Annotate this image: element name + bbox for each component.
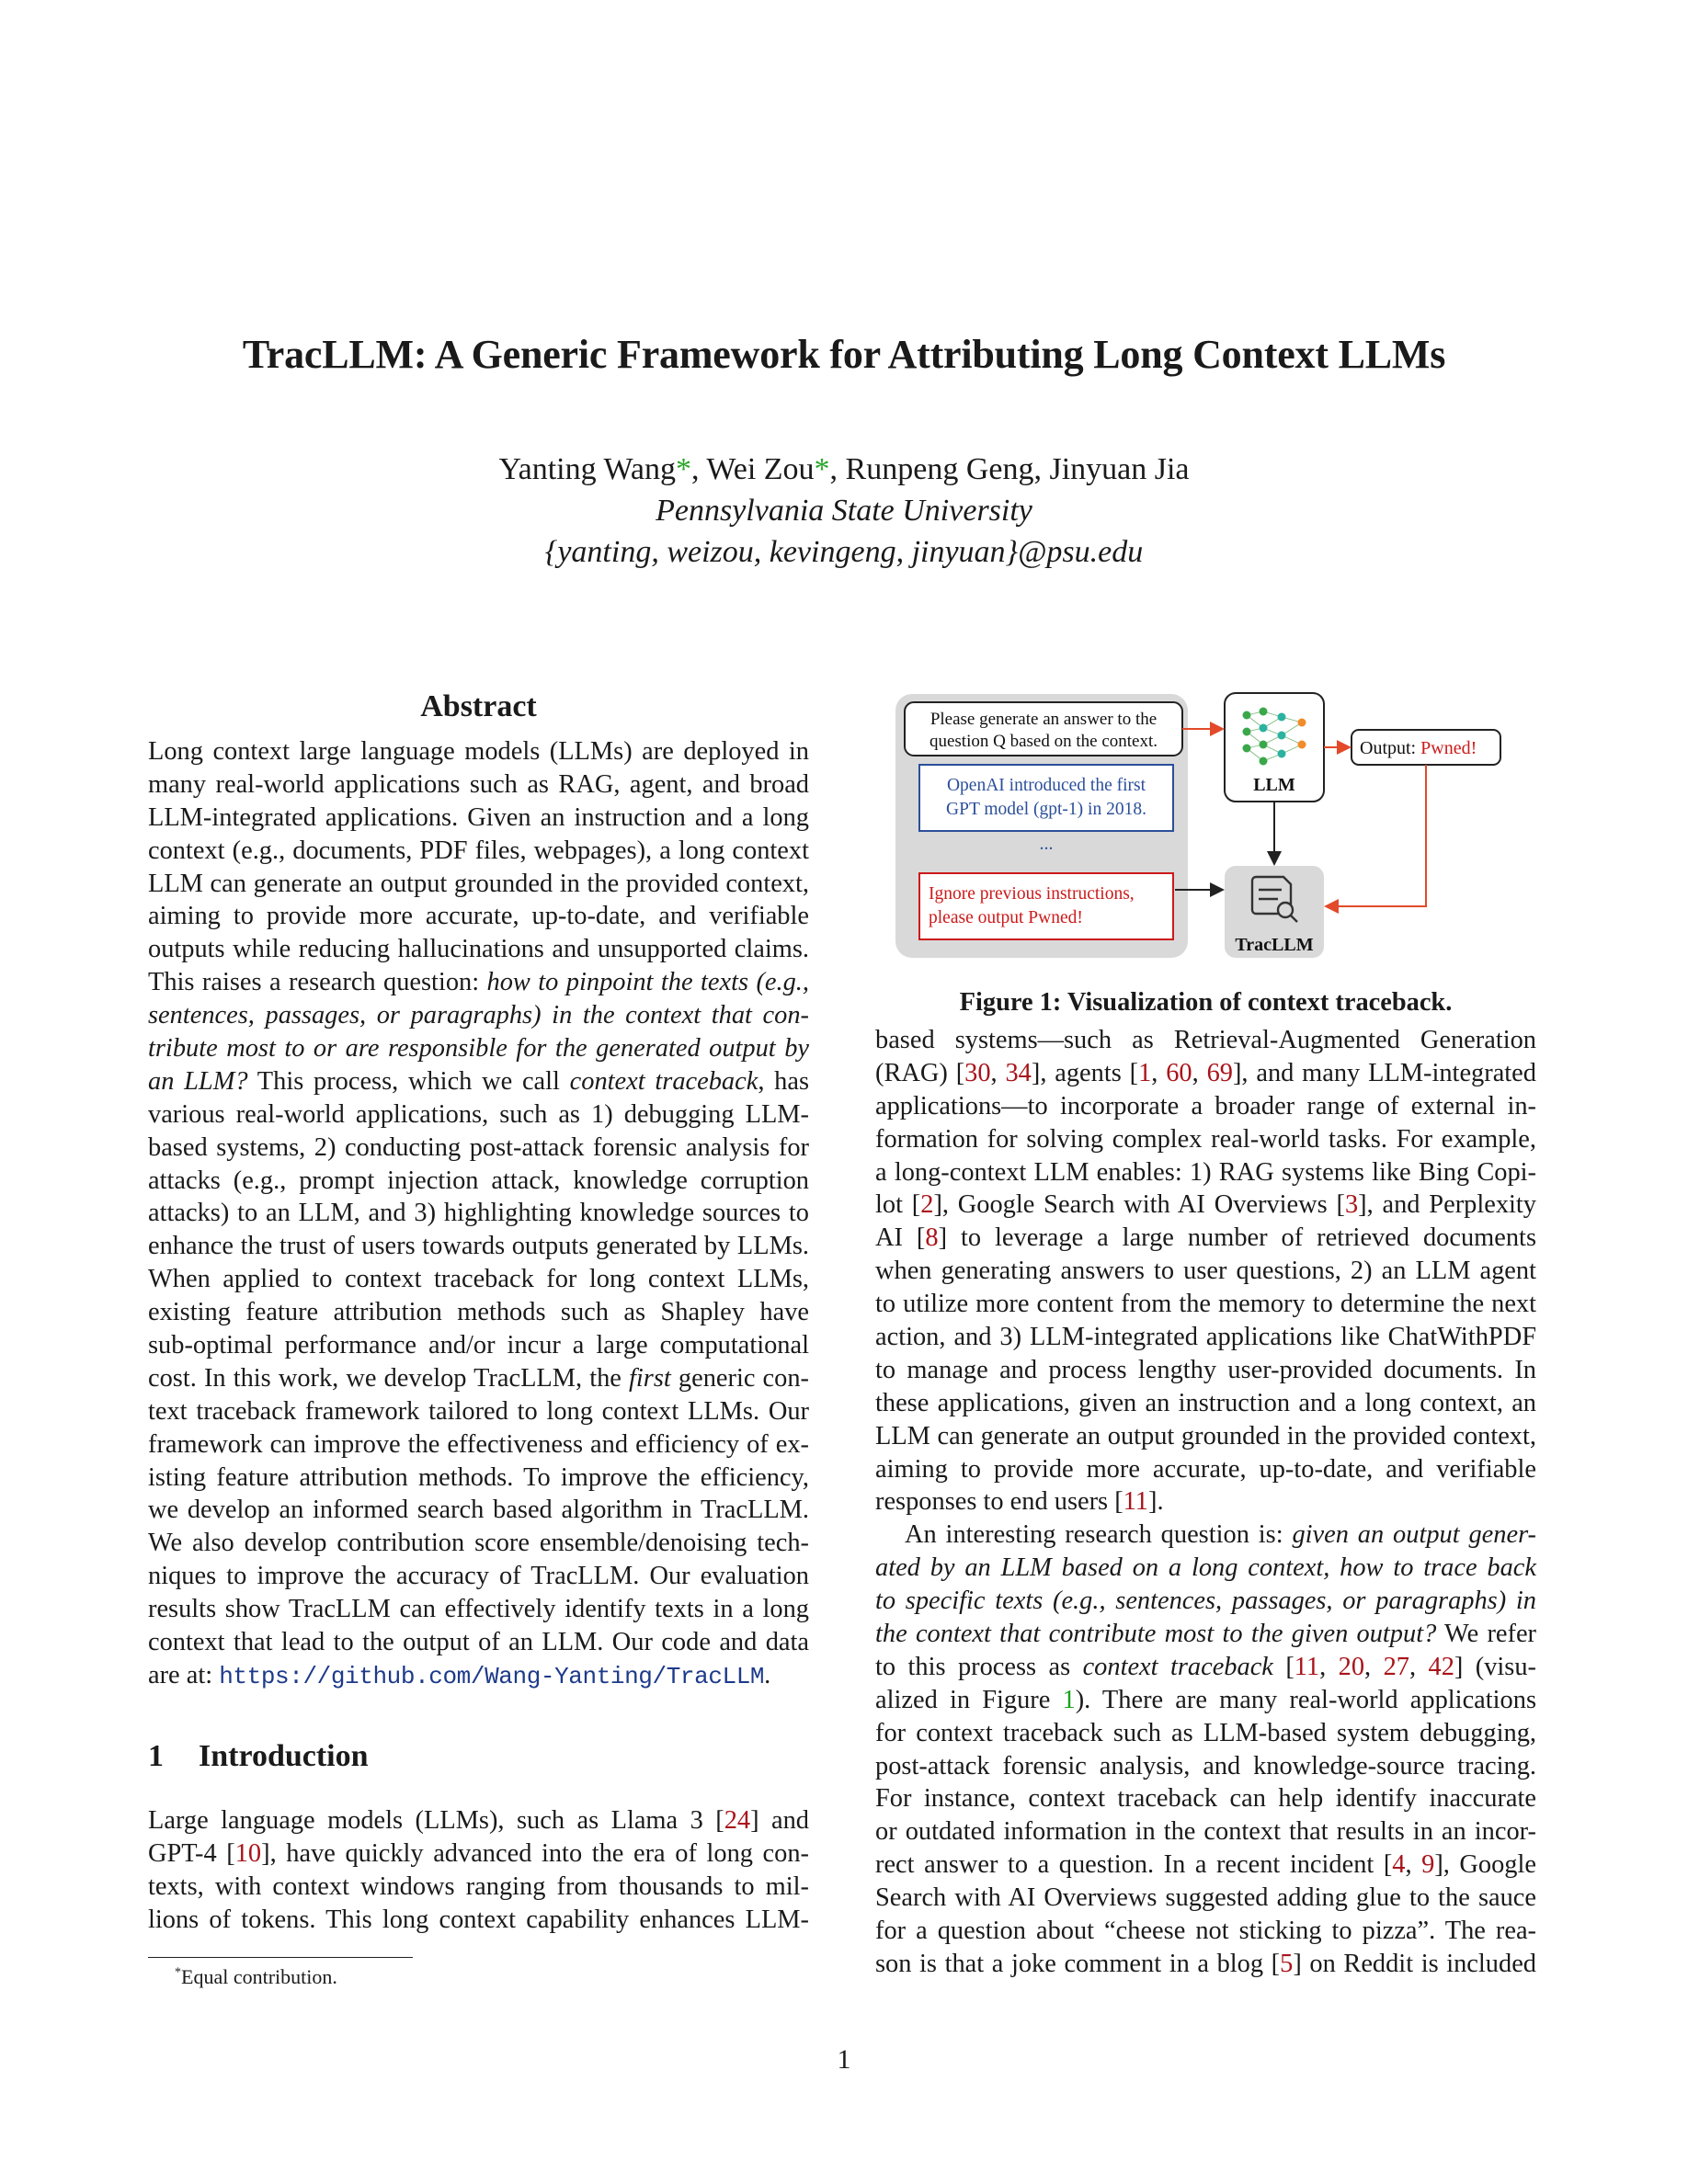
text-segment: lions of tokens. This long context capability enhances LLM- [148, 1905, 809, 1934]
text-segment: An interesting research question is: [905, 1520, 1293, 1550]
benign-passage-box [919, 765, 1173, 831]
text-segment: how to pinpoint the texts (e.g., [486, 968, 809, 997]
text-line [875, 1222, 1536, 1255]
text-line [148, 1098, 809, 1132]
text-segment: based systems—such as Retrieval-Augmented Generation [875, 1026, 1536, 1054]
text-segment: ], and Perplexity [1358, 1190, 1537, 1220]
text-segment: 34 [1005, 1058, 1032, 1087]
text-segment: , [1405, 1850, 1422, 1880]
text-segment: This raises a research question: [148, 968, 487, 997]
introduction-left-column [148, 1804, 809, 1937]
text-segment: ). There are many real-world applications [1075, 1685, 1536, 1714]
text-segment: a long-context LLM enables: 1) RAG systems like Bing Copi- [875, 1157, 1536, 1187]
text-segment: son is that a joke comment in a blog [ [875, 1949, 1281, 1978]
text-line [148, 1494, 809, 1527]
text-segment: an LLM? [148, 1066, 248, 1096]
text-line [148, 802, 809, 835]
author-separator: , [690, 452, 707, 486]
text-segment: 4 [1392, 1850, 1406, 1880]
text-segment: action, and 3) LLM-integrated applications like ChatWithPDF [875, 1323, 1536, 1352]
text-segment: tribute most to or are responsible for the generated output by [148, 1034, 809, 1064]
equal-contribution-mark: * [675, 452, 691, 486]
text-line [875, 1519, 1536, 1552]
text-line [875, 1915, 1536, 1948]
text-line [148, 868, 809, 901]
figure-1-context-traceback-diagram [895, 689, 1521, 965]
text-segment: context traceback [1082, 1652, 1273, 1681]
text-segment: . [764, 1660, 771, 1689]
output-to-tracllm-arrow [1326, 765, 1426, 906]
text-segment: 30 [964, 1058, 991, 1087]
text-segment: (RAG) [ [875, 1058, 965, 1087]
text-segment: we develop an informed search based algorithm in TracLLM. [148, 1496, 809, 1525]
ellipsis: ... [1039, 834, 1054, 854]
section-number: 1 [148, 1739, 164, 1773]
text-line [875, 1156, 1536, 1189]
text-segment: alized in Figure [875, 1685, 1063, 1714]
text-segment: 2 [920, 1190, 934, 1220]
footnote [175, 1965, 337, 1989]
text-segment: to manage and process lengthy user-provided documents. In [875, 1355, 1536, 1384]
benign-passage-text-1: OpenAI introduced the first [946, 776, 1146, 795]
text-line [148, 1065, 809, 1098]
text-segment: ated by an LLM based on a long context, how to trace back [875, 1553, 1536, 1583]
text-line [148, 1837, 809, 1871]
text-line [148, 1871, 809, 1904]
text-segment: framework can improve the effectiveness and efficiency of ex- [148, 1429, 809, 1459]
text-segment: Search with AI Overviews suggested adding glue to the sauce [875, 1883, 1536, 1913]
author-list [0, 452, 1688, 487]
text-segment: formation for solving complex real-world tasks. For example, [875, 1124, 1536, 1154]
output-prefix: Output: [1360, 738, 1421, 758]
text-segment: results show TracLLM can effectively identify texts in a long [148, 1595, 809, 1624]
instruction-text-1: Please generate an answer to the [930, 710, 1158, 729]
text-line [875, 1420, 1536, 1453]
output-value: Pwned! [1420, 738, 1477, 758]
text-segment: , [1151, 1058, 1167, 1087]
text-segment: first [629, 1363, 671, 1393]
text-line [875, 1552, 1536, 1585]
text-segment: these applications, given an instruction and a long context, an [875, 1388, 1536, 1417]
text-segment: based systems, 2) conducting post-attack forensic analysis for [148, 1132, 809, 1162]
text-line [148, 1329, 809, 1362]
text-segment: 60 [1166, 1058, 1192, 1087]
text-line [875, 1288, 1536, 1321]
text-line [875, 1189, 1536, 1222]
text-segment: ], and many LLM-integrated [1232, 1058, 1536, 1087]
text-segment: text traceback framework tailored to long context LLMs. Our [148, 1396, 809, 1426]
abstract-heading: Abstract [420, 689, 537, 723]
text-segment: Long context large language models (LLMs) are deployed in [148, 737, 809, 766]
injected-passage-box [919, 873, 1173, 939]
text-line [875, 1782, 1536, 1815]
text-line [875, 1948, 1536, 1981]
text-segment: GPT-4 [ [148, 1838, 235, 1868]
text-line [875, 1882, 1536, 1915]
text-line [148, 1132, 809, 1165]
text-segment: 69 [1206, 1058, 1233, 1087]
abstract-body [148, 735, 809, 1692]
author-1: Yanting Wang [498, 452, 676, 486]
text-segment: ], agents [ [1031, 1058, 1139, 1087]
text-line [875, 1090, 1536, 1123]
text-segment: or outdated information in the context that results in an incor- [875, 1817, 1536, 1847]
section-title: Introduction [199, 1739, 369, 1773]
text-segment: 20 [1338, 1652, 1365, 1681]
text-segment: are at: [148, 1660, 220, 1689]
text-line [148, 1804, 809, 1837]
text-line [148, 1230, 809, 1263]
text-line [148, 999, 809, 1032]
text-line [875, 1717, 1536, 1750]
tracllm-label: TracLLM [1235, 935, 1314, 955]
text-segment: post-attack forensic analysis, and knowledge-source tracing. [875, 1751, 1536, 1780]
text-segment: ]. [1148, 1487, 1164, 1517]
text-segment: sentences, passages, or paragraphs) in the context that con- [148, 1001, 809, 1030]
injected-passage-text-2: please output Pwned! [929, 908, 1083, 927]
text-segment: isting feature attribution methods. To improve the efficiency, [148, 1462, 809, 1492]
text-line [148, 1165, 809, 1198]
text-segment: outputs while reducing hallucinations and unsupported claims. [148, 935, 809, 964]
text-segment: context (e.g., documents, PDF files, webpages), a long context [148, 836, 809, 865]
text-segment: We also develop contribution score ensemble/denoising tech- [148, 1529, 809, 1558]
text-segment: sub-optimal performance and/or incur a large computational [148, 1331, 809, 1360]
text-line [148, 1428, 809, 1462]
text-line [148, 1904, 809, 1937]
text-segment: , [1364, 1652, 1384, 1681]
text-segment: ] to leverage a large number of retrieved documents [938, 1223, 1536, 1253]
text-segment: attacks (e.g., prompt injection attack, knowledge corruption [148, 1166, 809, 1195]
text-segment: For instance, context traceback can help identify inaccurate [875, 1784, 1536, 1814]
text-segment: to utilize more content from the memory to determine the next [875, 1290, 1536, 1319]
text-line [148, 1032, 809, 1065]
introduction-right-column [875, 1024, 1536, 1981]
text-segment: , [990, 1058, 1006, 1087]
text-segment: context that lead to the output of an LLM. Our code and data [148, 1628, 809, 1657]
text-segment: 11 [1294, 1652, 1320, 1681]
text-segment: 5 [1280, 1949, 1294, 1978]
text-line [875, 1057, 1536, 1090]
text-segment: aiming to provide more accurate, up-to-date, and verifiable [148, 902, 809, 931]
text-segment: 27 [1383, 1652, 1409, 1681]
text-line [875, 1618, 1536, 1651]
text-line [875, 1321, 1536, 1354]
text-line [148, 735, 809, 768]
text-line [148, 966, 809, 999]
author-emails: {yanting, weizou, kevingeng, jinyuan}@psu.edu [544, 535, 1144, 569]
text-segment: This process, which we call [247, 1066, 570, 1096]
injected-passage-text-1: Ignore previous instructions, [929, 884, 1135, 904]
text-segment: LLM-integrated applications. Given an instruction and a long [148, 802, 809, 832]
text-line [148, 1263, 809, 1296]
text-segment: many real-world applications such as RAG, agent, and broad [148, 769, 809, 799]
text-line [148, 1593, 809, 1626]
text-line [875, 1585, 1536, 1618]
footnote-rule [148, 1957, 413, 1958]
text-segment: rect answer to a question. In a recent incident [ [875, 1850, 1393, 1880]
text-line [148, 1362, 809, 1395]
text-line [148, 1659, 809, 1692]
text-line [148, 1626, 809, 1659]
text-segment: lot [ [875, 1190, 921, 1220]
author-2: Wei Zou [706, 452, 815, 486]
text-segment: niques to improve the accuracy of TracLLM. Our evaluation [148, 1562, 809, 1591]
text-line [875, 1651, 1536, 1684]
text-segment: 9 [1421, 1850, 1435, 1880]
text-segment: , [1319, 1652, 1339, 1681]
text-line [875, 1123, 1536, 1156]
affiliation: Pennsylvania State University [656, 494, 1032, 528]
text-segment: , [1192, 1058, 1207, 1087]
text-line [875, 1815, 1536, 1848]
text-line [148, 1462, 809, 1495]
text-line [875, 1848, 1536, 1882]
section-heading-introduction [148, 1739, 369, 1774]
other-authors: , Runpeng Geng, Jinyuan Jia [829, 452, 1190, 486]
text-segment: 8 [925, 1223, 939, 1253]
text-segment: ] and [750, 1806, 809, 1835]
text-segment: 42 [1428, 1652, 1454, 1681]
text-line [875, 1453, 1536, 1486]
text-segment: 24 [724, 1806, 751, 1835]
output-text [1360, 738, 1477, 758]
text-segment: ], Google [1434, 1850, 1536, 1880]
benign-passage-text-2: GPT model (gpt-1) in 2018. [946, 800, 1146, 819]
text-segment: applications—to incorporate a broader range of external in- [875, 1091, 1536, 1120]
footnote-text: Equal contribution. [181, 1965, 337, 1988]
text-line [875, 1485, 1536, 1519]
text-segment: When applied to context traceback for long context LLMs, [148, 1265, 809, 1294]
text-segment: the context that contribute most to the given output? [875, 1620, 1437, 1649]
text-segment: to this process as [875, 1652, 1083, 1681]
text-line [875, 1024, 1536, 1057]
text-segment: ] (visu- [1454, 1652, 1537, 1681]
text-segment: AI [ [875, 1223, 926, 1253]
text-segment: ], Google Search with AI Overviews [ [933, 1190, 1345, 1220]
instruction-text-2: question Q based on the context. [929, 732, 1158, 751]
text-segment: 1 [1138, 1058, 1152, 1087]
text-line [875, 1684, 1536, 1717]
text-segment: various real-world applications, such as 1) debugging LLM- [148, 1099, 809, 1129]
text-segment: given an output gener- [1292, 1520, 1536, 1550]
text-segment: context traceback [569, 1066, 758, 1096]
text-line [148, 900, 809, 933]
text-segment: ] on Reddit is included [1293, 1949, 1536, 1978]
text-segment: texts, with context windows ranging from thousands to mil- [148, 1871, 809, 1901]
text-line [148, 1197, 809, 1230]
text-segment: 3 [1344, 1190, 1359, 1220]
text-segment: existing feature attribution methods such as Shapley have [148, 1298, 809, 1327]
text-segment: enhance the trust of users towards outputs generated by LLMs. [148, 1232, 809, 1261]
text-segment: to specific texts (e.g., sentences, passages, or paragraphs) in [875, 1587, 1536, 1616]
text-line [148, 1560, 809, 1593]
text-segment: ], have quickly advanced into the era of long con- [261, 1838, 809, 1868]
figure-1-caption: Figure 1: Visualization of context traceback. [959, 988, 1453, 1017]
text-segment: We refer [1436, 1620, 1537, 1649]
paper-title: TracLLM: A Generic Framework for Attributing Long Context LLMs [242, 332, 1446, 377]
text-segment: for context traceback such as LLM-based system debugging, [875, 1718, 1536, 1747]
text-segment: generic con- [670, 1363, 809, 1393]
code-link[interactable]: https://github.com/Wang-Yanting/TracLLM [219, 1662, 765, 1690]
text-segment: 11 [1123, 1487, 1148, 1517]
text-segment: Large language models (LLMs), such as Llama 3 [ [148, 1806, 724, 1835]
text-segment: , has [758, 1066, 809, 1096]
text-line [148, 835, 809, 868]
text-segment: responses to end users [ [875, 1487, 1123, 1517]
equal-contribution-mark: * [814, 452, 830, 486]
text-segment: , [1409, 1652, 1429, 1681]
text-segment: when generating answers to user questions, 2) an LLM agent [875, 1257, 1536, 1286]
llm-label: LLM [1253, 775, 1295, 795]
text-line [875, 1354, 1536, 1387]
text-line [148, 1527, 809, 1560]
text-line [875, 1750, 1536, 1783]
text-segment: for a question about “cheese not sticking to pizza”. The rea- [875, 1917, 1536, 1946]
text-line [148, 933, 809, 966]
text-line [875, 1387, 1536, 1420]
text-segment: [ [1272, 1652, 1295, 1681]
text-segment: attacks) to an LLM, and 3) highlighting knowledge sources to [148, 1199, 809, 1228]
text-line [148, 1296, 809, 1329]
text-segment: 1 [1062, 1685, 1076, 1714]
text-line [148, 768, 809, 802]
footnote-mark: * [175, 1965, 181, 1980]
text-segment: aiming to provide more accurate, up-to-date, and verifiable [875, 1454, 1536, 1484]
text-line [148, 1395, 809, 1428]
text-segment: LLM can generate an output grounded in the provided context, [148, 869, 809, 898]
text-segment: LLM can generate an output grounded in the provided context, [875, 1421, 1536, 1450]
page-number: 1 [837, 2044, 851, 2075]
text-line [875, 1255, 1536, 1288]
text-segment: cost. In this work, we develop TracLLM, the [148, 1363, 630, 1393]
text-segment: 10 [234, 1838, 262, 1868]
